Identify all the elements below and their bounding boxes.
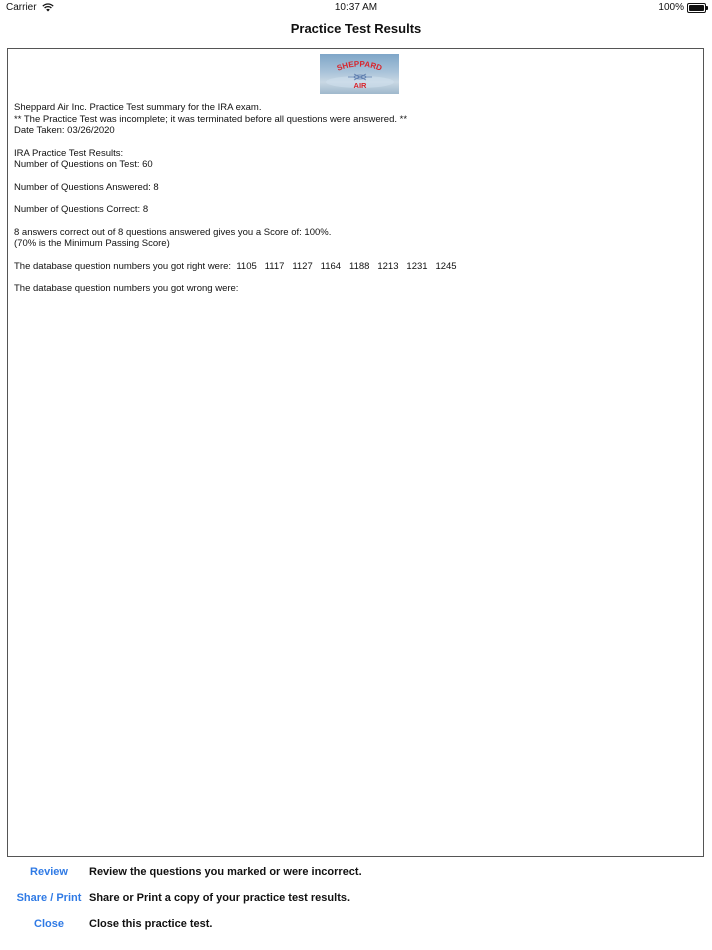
share-print-button[interactable]: Share / Print: [0, 892, 98, 904]
status-bar: [0, 0, 712, 16]
action-row-review: [0, 862, 712, 882]
questions-answered: Number of Questions Answered: 8: [14, 181, 159, 193]
status-time: 10:37 AM: [334, 2, 378, 13]
action-row-share-print: [0, 888, 712, 908]
questions-correct: Number of Questions Correct: 8: [14, 204, 149, 215]
results-heading: IRA Practice Test Results:: [14, 147, 124, 159]
action-row-close: [0, 914, 712, 934]
review-description: Review the questions you marked or were incorrect.: [89, 866, 362, 878]
passing-note: (70% is the Minimum Passing Score): [14, 238, 170, 249]
results-panel[interactable]: [7, 48, 704, 857]
logo-text-top: SHEPPARD: [335, 59, 384, 73]
carrier-label: Carrier: [6, 2, 37, 13]
wrong-question-numbers: The database question numbers you got wrong were:: [14, 283, 239, 294]
incomplete-notice: ** The Practice Test was incomplete; it was terminated before all questions were answered. **: [14, 113, 408, 125]
page-title: Practice Test Results: [290, 21, 422, 36]
battery-icon: [687, 3, 706, 13]
summary-line: Sheppard Air Inc. Practice Test summary for the IRA exam.: [14, 102, 262, 113]
close-button[interactable]: Close: [0, 918, 98, 930]
score-line: 8 answers correct out of 8 questions answered gives you a Score of: 100%.: [14, 226, 332, 238]
status-right: [658, 2, 706, 13]
logo-text-bottom: AIR: [353, 81, 367, 90]
close-description: Close this practice test.: [89, 918, 213, 930]
sheppard-air-logo: [320, 54, 399, 94]
results-report: [14, 102, 694, 295]
review-button[interactable]: Review: [0, 866, 98, 878]
svg-text:SHEPPARD: [336, 59, 384, 72]
battery-percent: 100%: [658, 2, 684, 13]
right-question-numbers: The database question numbers you got right were: 1105 1117 1127 1164 1188 1213 1231 1245: [14, 260, 457, 272]
share-print-description: Share or Print a copy of your practice test results.: [89, 892, 351, 904]
date-taken: Date Taken: 03/26/2020: [14, 125, 115, 136]
questions-on-test: Number of Questions on Test: 60: [14, 159, 153, 170]
